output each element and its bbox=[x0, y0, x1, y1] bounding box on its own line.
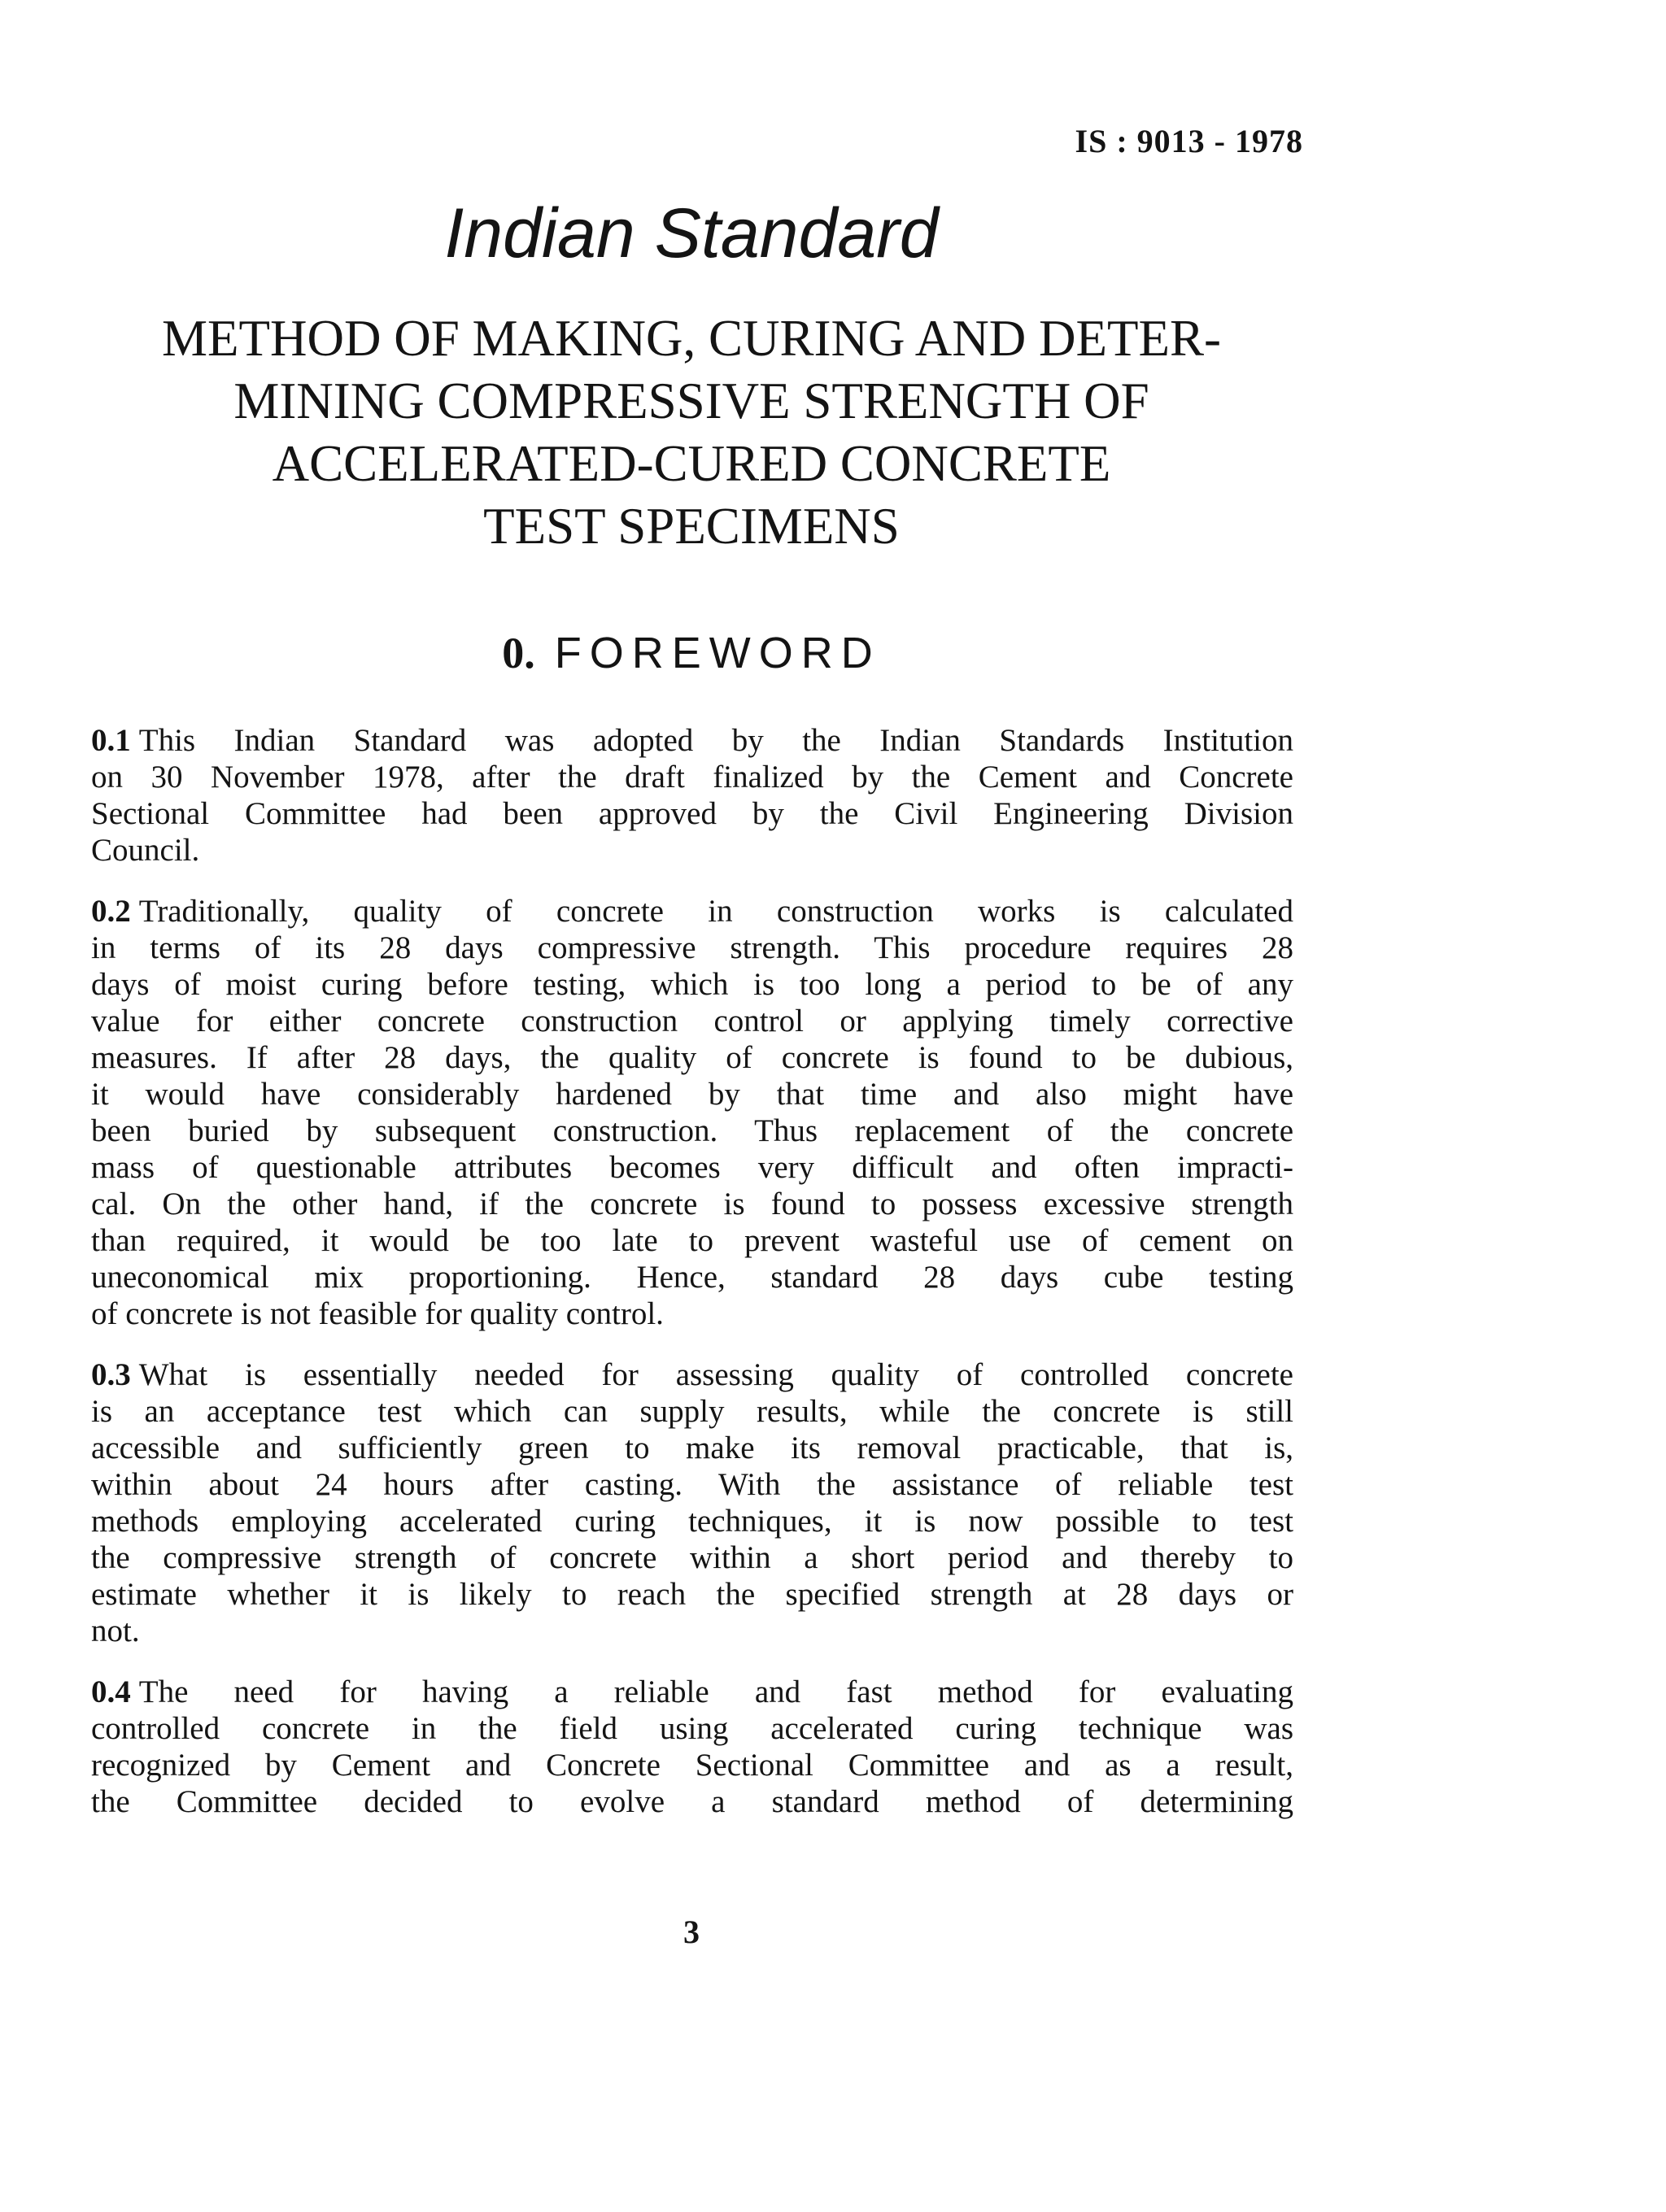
text-line: measures. If after 28 days, the quality of concrete is found to be dubious, bbox=[91, 1040, 1293, 1075]
standard-number: IS : 9013 - 1978 bbox=[1075, 123, 1303, 159]
section-title: FOREWORD bbox=[554, 629, 881, 677]
text-line: in terms of its 28 days compressive strength. This procedure requires 28 bbox=[91, 930, 1293, 965]
foreword-body bbox=[91, 722, 1293, 1844]
clause-0-2 bbox=[91, 893, 1293, 1332]
document-title-italic: Indian Standard bbox=[444, 194, 939, 272]
document-main-title bbox=[81, 307, 1302, 558]
text-line: Sectional Committee had been approved by the Civil Engineering Division bbox=[91, 796, 1293, 831]
main-title-line: METHOD OF MAKING, CURING AND DETER- bbox=[162, 310, 1221, 367]
text-line: the compressive strength of concrete within a short period and thereby to bbox=[91, 1540, 1293, 1575]
main-title-line: MINING COMPRESSIVE STRENGTH OF bbox=[233, 372, 1149, 429]
text-line: 0.4 The need for having a reliable and fast method for evaluating bbox=[91, 1674, 1293, 1709]
text-line: it would have considerably hardened by that time and also might have bbox=[91, 1077, 1293, 1112]
page-number: 3 bbox=[683, 1914, 700, 1950]
text-line: controlled concrete in the field using accelerated curing technique was bbox=[91, 1711, 1293, 1746]
text-line: the Committee decided to evolve a standard method of determining bbox=[91, 1784, 1293, 1819]
text-line: recognized by Cement and Concrete Sectional Committee and as a result, bbox=[91, 1748, 1293, 1783]
clause-number: 0.4 bbox=[91, 1674, 131, 1709]
text-line: Council. bbox=[91, 833, 200, 868]
text-line: within about 24 hours after casting. With the assistance of reliable test bbox=[91, 1467, 1293, 1502]
section-number: 0. bbox=[502, 629, 535, 677]
clause-number: 0.1 bbox=[91, 723, 131, 758]
text-line: of concrete is not feasible for quality control. bbox=[91, 1296, 664, 1331]
text-line: been buried by subsequent construction. Thus replacement of the concrete bbox=[91, 1113, 1293, 1148]
clause-0-4 bbox=[91, 1674, 1293, 1820]
text-line: not. bbox=[91, 1613, 140, 1648]
clause-0-1 bbox=[91, 722, 1293, 869]
text-line: uneconomical mix proportioning. Hence, standard 28 days cube testing bbox=[91, 1260, 1293, 1295]
text-line: 0.3 What is essentially needed for assessing quality of controlled concrete bbox=[91, 1357, 1293, 1392]
main-title-line: ACCELERATED-CURED CONCRETE bbox=[272, 435, 1111, 492]
text-line: cal. On the other hand, if the concrete is found to possess excessive strength bbox=[91, 1187, 1293, 1221]
text-line: than required, it would be too late to prevent wasteful use of cement on bbox=[91, 1223, 1293, 1258]
text-line: is an acceptance test which can supply results, while the concrete is still bbox=[91, 1394, 1293, 1429]
text-line: on 30 November 1978, after the draft finalized by the Cement and Concrete bbox=[91, 760, 1293, 795]
text-line: accessible and sufficiently green to make its removal practicable, that is, bbox=[91, 1430, 1293, 1465]
text-line: estimate whether it is likely to reach the specified strength at 28 days or bbox=[91, 1577, 1293, 1612]
clause-number: 0.2 bbox=[91, 894, 131, 929]
text-line: methods employing accelerated curing techniques, it is now possible to test bbox=[91, 1504, 1293, 1539]
clause-number: 0.3 bbox=[91, 1357, 131, 1392]
section-heading bbox=[0, 628, 1383, 678]
text-line: days of moist curing before testing, which is too long a period to be of any bbox=[91, 967, 1293, 1002]
text-line: mass of questionable attributes becomes very difficult and often impracti- bbox=[91, 1150, 1293, 1185]
text-line: 0.2 Traditionally, quality of concrete in construction works is calculated bbox=[91, 894, 1293, 929]
text-line: 0.1 This Indian Standard was adopted by the Indian Standards Institution bbox=[91, 723, 1293, 758]
text-line: value for either concrete construction control or applying timely corrective bbox=[91, 1004, 1293, 1039]
main-title-line: TEST SPECIMENS bbox=[483, 498, 900, 555]
clause-0-3 bbox=[91, 1356, 1293, 1649]
